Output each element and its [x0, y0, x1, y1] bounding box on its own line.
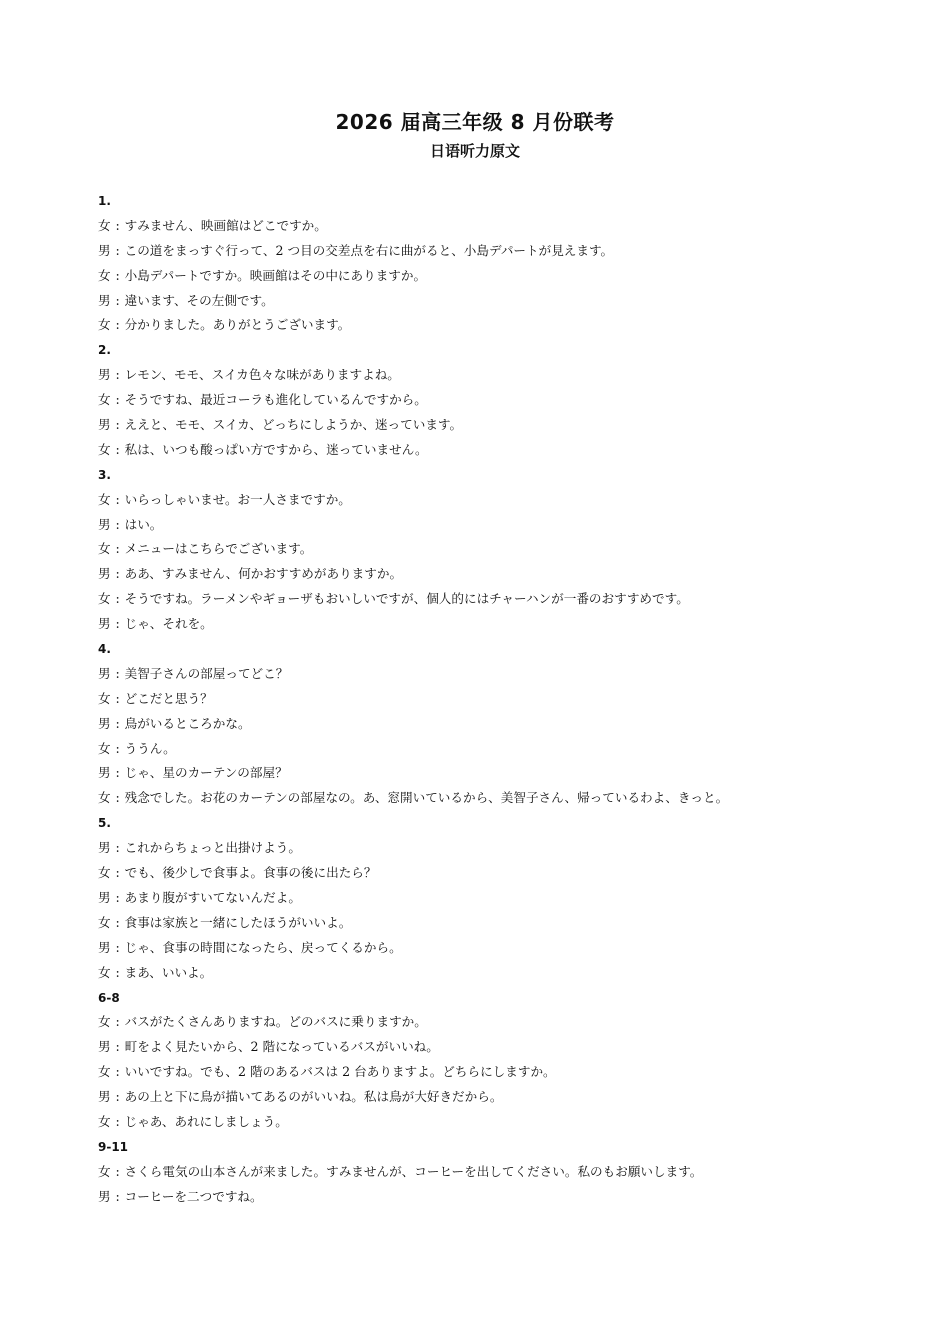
speaker-label: 女: [98, 491, 111, 507]
dialogue-line: [98, 737, 878, 762]
speaker-label: 女: [98, 1163, 111, 1179]
speaker-separator: :: [115, 939, 120, 955]
transcript-body: [98, 189, 878, 1210]
speaker-separator: :: [115, 1163, 120, 1179]
dialogue-text: 鳥がいるところかな。: [124, 715, 251, 731]
dialogue-text: いいですね。でも、2 階のあるバスは 2 台ありますよ。どちらにしますか。: [124, 1064, 556, 1080]
document-subtitle: 日语听力原文: [429, 142, 520, 160]
dialogue-text: 町をよく見たいから、2 階になっているバスがいいね。: [124, 1039, 439, 1055]
dialogue-line: [98, 612, 878, 637]
speaker-separator: :: [115, 267, 120, 283]
speaker-label: 女: [98, 317, 111, 333]
speaker-separator: :: [115, 317, 120, 333]
speaker-separator: :: [115, 1089, 120, 1105]
dialogue-line: [98, 513, 878, 538]
dialogue-line: [98, 537, 878, 562]
speaker-separator: :: [115, 865, 120, 881]
dialogue-line: [98, 936, 878, 961]
dialogue-text: さくら電気の山本さんが来ました。すみませんが、コーヒーを出してください。私のもお願いします。: [124, 1163, 703, 1179]
speaker-separator: :: [115, 665, 120, 681]
speaker-label: 男: [98, 889, 111, 905]
speaker-label: 男: [98, 417, 111, 433]
speaker-label: 女: [98, 591, 111, 607]
speaker-separator: :: [115, 516, 120, 532]
dialogue-line: [98, 761, 878, 786]
speaker-separator: :: [115, 566, 120, 582]
speaker-label: 男: [98, 840, 111, 856]
speaker-separator: :: [115, 591, 120, 607]
question-number: 3.: [98, 467, 111, 482]
dialogue-line: [98, 961, 878, 986]
question-number: 6-8: [98, 990, 120, 1005]
speaker-label: 女: [98, 964, 111, 980]
speaker-label: 女: [98, 865, 111, 881]
dialogue-text: メニューはこちらでございます。: [124, 541, 313, 557]
dialogue-text: 小島デパートですか。映画館はその中にありますか。: [124, 267, 427, 283]
dialogue-line: [98, 438, 878, 463]
dialogue-text: 違います、その左側です。: [124, 292, 274, 308]
dialogue-line: [98, 712, 878, 737]
dialogue-line: [98, 313, 878, 338]
speaker-separator: :: [115, 491, 120, 507]
speaker-separator: :: [115, 690, 120, 706]
dialogue-text: そうですね、最近コーラも進化しているんですから。: [124, 392, 427, 408]
document-title: 2026 届高三年级 8 月份联考: [335, 110, 615, 134]
speaker-label: 男: [98, 292, 111, 308]
speaker-separator: :: [115, 292, 120, 308]
dialogue-line: [98, 562, 878, 587]
dialogue-text: いらっしゃいませ。お一人さまですか。: [124, 491, 351, 507]
dialogue-line: [98, 1160, 878, 1185]
dialogue-line: [98, 662, 878, 687]
dialogue-text: でも、後少しで食事よ。食事の後に出たら？: [124, 865, 377, 881]
dialogue-text: あの上と下に鳥が描いてあるのがいいね。私は鳥が大好きだから。: [124, 1089, 503, 1105]
dialogue-line: [98, 1085, 878, 1110]
dialogue-text: レモン、モモ、スイカ色々な味がありますよね。: [124, 367, 400, 383]
speaker-separator: :: [115, 840, 120, 856]
speaker-label: 女: [98, 217, 111, 233]
speaker-separator: :: [115, 914, 120, 930]
dialogue-line: [98, 413, 878, 438]
dialogue-line: [98, 911, 878, 936]
dialogue-line: [98, 786, 878, 811]
speaker-label: 女: [98, 541, 111, 557]
dialogue-text: そうですね。ラーメンやギョーザもおいしいですが、個人的にはチャーハンが一番のおすすめです。: [124, 591, 689, 607]
speaker-label: 女: [98, 441, 111, 457]
dialogue-text: 美智子さんの部屋ってどこ？: [124, 665, 289, 681]
question-number: 9-11: [98, 1139, 129, 1154]
dialogue-text: 食事は家族と一緒にしたほうがいいよ。: [124, 914, 352, 930]
dialogue-text: ううん。: [124, 740, 176, 756]
dialogue-line: [98, 687, 878, 712]
dialogue-line: [98, 886, 878, 911]
dialogue-text: じゃ、食事の時間になったら、戻ってくるから。: [124, 939, 402, 955]
speaker-separator: :: [115, 1014, 120, 1030]
question-number: 4.: [98, 642, 111, 657]
dialogue-text: ああ、すみません、何かおすすめがありますか。: [124, 566, 403, 582]
dialogue-line: [98, 363, 878, 388]
speaker-separator: :: [115, 441, 120, 457]
dialogue-line: [98, 836, 878, 861]
speaker-label: 男: [98, 715, 111, 731]
speaker-separator: :: [115, 964, 120, 980]
speaker-separator: :: [115, 417, 120, 433]
speaker-label: 男: [98, 1039, 111, 1055]
dialogue-line: [98, 289, 878, 314]
speaker-label: 男: [98, 939, 111, 955]
dialogue-text: 分かりました。ありがとうございます。: [124, 317, 351, 333]
speaker-separator: :: [115, 242, 120, 258]
speaker-separator: :: [115, 1039, 120, 1055]
question-number: 5.: [98, 816, 111, 831]
dialogue-text: バスがたくさんありますね。どのバスに乗りますか。: [124, 1014, 427, 1030]
speaker-separator: :: [115, 1188, 120, 1204]
dialogue-line: [98, 214, 878, 239]
dialogue-line: [98, 1185, 878, 1210]
dialogue-line: [98, 861, 878, 886]
speaker-separator: :: [115, 715, 120, 731]
speaker-separator: :: [115, 889, 120, 905]
speaker-separator: :: [115, 740, 120, 756]
speaker-label: 女: [98, 914, 111, 930]
speaker-label: 男: [98, 367, 111, 383]
dialogue-line: [98, 587, 878, 612]
speaker-separator: :: [115, 217, 120, 233]
speaker-label: 女: [98, 267, 111, 283]
speaker-label: 男: [98, 516, 111, 532]
speaker-label: 女: [98, 690, 111, 706]
dialogue-text: ええと、モモ、スイカ、どっちにしようか、迷っています。: [124, 417, 463, 433]
speaker-label: 女: [98, 1113, 111, 1129]
speaker-separator: :: [115, 1113, 120, 1129]
dialogue-line: [98, 264, 878, 289]
question-number: 1.: [98, 194, 111, 208]
dialogue-text: まあ、いいよ。: [124, 964, 213, 980]
speaker-label: 女: [98, 1014, 111, 1030]
dialogue-text: じゃ、星のカーテンの部屋？: [124, 765, 288, 781]
speaker-label: 女: [98, 740, 111, 756]
speaker-label: 女: [98, 790, 111, 806]
dialogue-line: [98, 1110, 878, 1135]
dialogue-text: あまり腹がすいてないんだよ。: [124, 889, 301, 905]
dialogue-text: コーヒーを二つですね。: [124, 1188, 263, 1204]
speaker-separator: :: [115, 392, 120, 408]
speaker-label: 男: [98, 1188, 111, 1204]
dialogue-text: これからちょっと出掛けよう。: [124, 840, 301, 856]
dialogue-text: じゃあ、あれにしましょう。: [124, 1113, 288, 1129]
dialogue-line: [98, 1035, 878, 1060]
speaker-separator: :: [115, 367, 120, 383]
dialogue-line: [98, 488, 878, 513]
dialogue-text: 残念でした。お花のカーテンの部屋なの。あ、窓開いているから、美智子さん、帰っているわよ、きっと。: [124, 790, 729, 806]
speaker-separator: :: [115, 616, 120, 632]
speaker-label: 男: [98, 765, 111, 781]
speaker-separator: :: [115, 541, 120, 557]
dialogue-line: [98, 388, 878, 413]
speaker-separator: :: [115, 1064, 120, 1080]
question-number: 2.: [98, 343, 111, 358]
speaker-label: 女: [98, 392, 111, 408]
dialogue-text: 私は、いつも酸っぱい方ですから、迷っていません。: [124, 441, 428, 457]
speaker-label: 男: [98, 1089, 111, 1105]
speaker-label: 男: [98, 242, 111, 258]
speaker-label: 女: [98, 1064, 111, 1080]
dialogue-text: すみません、映画館はどこですか。: [124, 217, 327, 233]
dialogue-text: どこだと思う？: [124, 690, 213, 706]
dialogue-text: この道をまっすぐ行って、2 つ目の交差点を右に曲がると、小島デパートが見えます。: [124, 242, 614, 258]
speaker-label: 男: [98, 566, 111, 582]
dialogue-line: [98, 1010, 878, 1035]
speaker-label: 男: [98, 616, 111, 632]
speaker-separator: :: [115, 790, 120, 806]
speaker-separator: :: [115, 765, 120, 781]
dialogue-text: じゃ、それを。: [124, 616, 213, 632]
dialogue-line: [98, 239, 878, 264]
dialogue-line: [98, 1060, 878, 1085]
dialogue-text: はい。: [124, 516, 163, 532]
speaker-label: 男: [98, 665, 111, 681]
